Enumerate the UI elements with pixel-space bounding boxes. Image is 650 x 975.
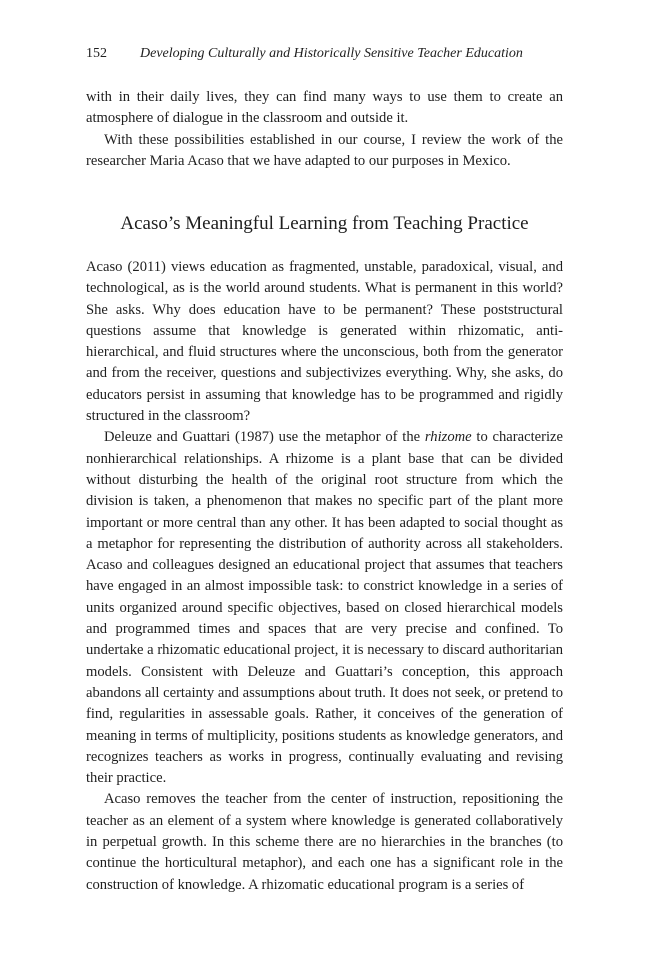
paragraph: With these possibilities established in our course, I review the work of the researcher Maria Acaso that we have adapted to our purposes in Mexico. <box>86 131 563 169</box>
page-number: 152 <box>86 46 107 61</box>
paragraph: Acaso removes the teacher from the center of instruction, repositioning the teacher as an element of a system where knowledge is generated collaboratively in perpetual growth. In this scheme there are no hierarchies in the branches (to continue the horticultural metaphor), and each one has a significant role in the construction of knowledge. A rhizomatic educational program is a series of <box>86 791 563 893</box>
section-heading: Acaso’s Meaningful Learning from Teaching Practice <box>120 213 529 234</box>
intro-text <box>86 87 563 172</box>
running-title: Developing Culturally and Historically Sensitive Teacher Education <box>140 46 523 61</box>
text-run: to characterize nonhierarchical relationships. A rhizome is a plant base that can be divided without disturbing the health of the original root structure from which the division is taken, a phenomenon that makes no specific part of the plant more important or more central than any other. It has been adapted to social thought as a metaphor for representing the distribution of authority across all stakeholders. Acaso and colleagues designed an educational project that assumes that teachers have engaged in an almost impossible task: to constrict knowledge in a series of units organized around specific objectives, based on closed hierarchical models and programmed times and spaces that are very precise and confined. To undertake a rhizomatic educational project, it is necessary to discard authoritarian models. Consistent with Deleuze and Guattari’s conception, this approach abandons all certainty and assumptions about truth. It does not seek, or pretend to find, regularities in assessable goals. Rather, it conceives of the generation of meaning in terms of multiplicity, positions students as knowledge generators, and recognizes teachers as works in progress, continually evaluating and revising their practice. <box>86 429 563 787</box>
emphasis-text: rhizome <box>424 429 472 446</box>
paragraph: with in their daily lives, they can find many ways to use them to create an atmosphere of dialogue in the classroom and outside it. <box>86 89 563 127</box>
running-header <box>86 44 563 64</box>
text-run: Deleuze and Guattari (1987) use the metaphor of the <box>104 429 425 446</box>
paragraph <box>86 427 563 789</box>
section-body <box>86 257 563 896</box>
paragraph: Acaso (2011) views education as fragmented, unstable, paradoxical, visual, and technological, as is the world around students. What is permanent in this world? She asks. Why does education have to be permanent? These poststructural questions assume that knowledge is generated within rhizomatic, anti-hierarchical, and fluid structures where the unconscious, both from the generator and from the receiver, questions and subjectivizes everything. Why, she asks, do educators persist in assuming that knowledge has to be programmed and rigidly structured in the classroom? <box>86 259 563 425</box>
